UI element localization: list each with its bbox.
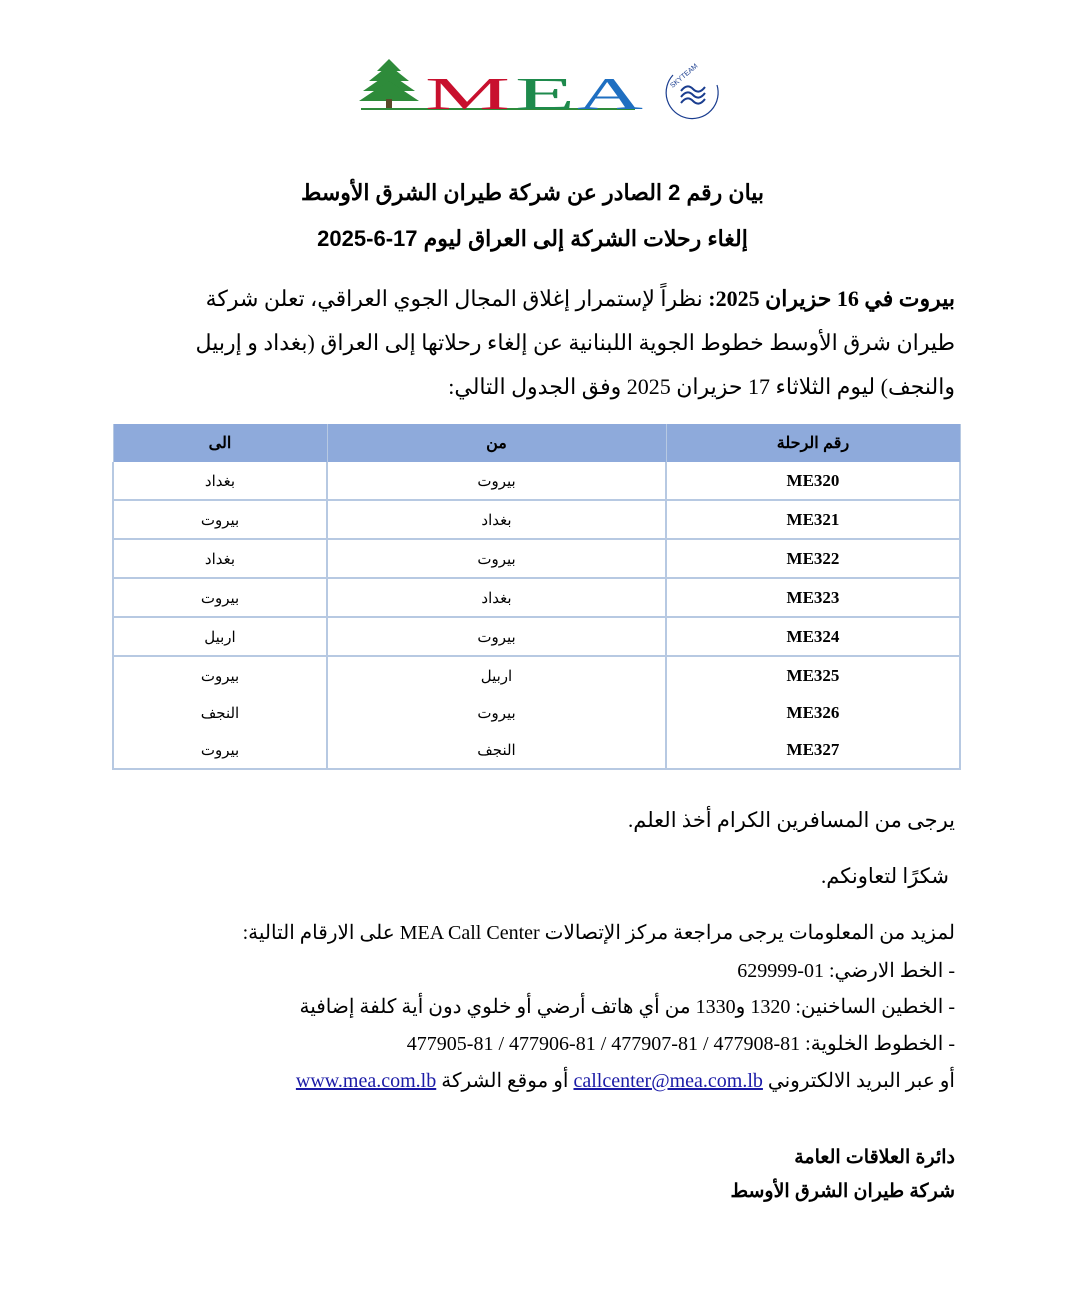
origin: بيروت <box>327 462 666 500</box>
cancelled-flights-table <box>112 424 961 770</box>
destination: بغداد <box>113 462 327 500</box>
logo-letter-m: M <box>425 68 510 119</box>
intro-paragraph <box>150 277 955 409</box>
column-header-to: الى <box>113 424 327 462</box>
destination: بيروت <box>113 500 327 539</box>
flight-number: ME320 <box>666 462 960 500</box>
flight-number: ME322 <box>666 539 960 578</box>
table-row <box>113 731 960 769</box>
column-header-flight: رقم الرحلة <box>666 424 960 462</box>
destination: بيروت <box>113 656 327 694</box>
thanks-text: شكرًا لتعاونكم. <box>821 864 949 888</box>
table-row <box>113 617 960 656</box>
table-row <box>113 578 960 617</box>
email-link[interactable]: callcenter@mea.com.lb <box>573 1070 763 1092</box>
dateline: بيروت في 16 حزيران 2025: <box>708 286 955 311</box>
table-row <box>113 656 960 694</box>
contact-links <box>296 1068 955 1093</box>
flight-number: ME327 <box>666 731 960 769</box>
email-prefix: أو عبر البريد الالكتروني <box>762 1070 955 1092</box>
origin: بيروت <box>327 539 666 578</box>
origin: بغداد <box>327 500 666 539</box>
destination: بيروت <box>113 578 327 617</box>
table-row <box>113 694 960 731</box>
table-header-row <box>113 424 960 462</box>
origin: النجف <box>327 731 666 769</box>
mea-logo <box>355 55 725 125</box>
signature-department: دائرة العلاقات العامة <box>794 1147 955 1168</box>
flight-number: ME325 <box>666 656 960 694</box>
svg-text:SKYTEAM: SKYTEAM <box>669 62 700 90</box>
logo-letter-e: E <box>515 68 575 119</box>
website-link[interactable]: www.mea.com.lb <box>295 1070 437 1092</box>
hotline-numbers: - الخطين الساخنين: 1320 و1330 من أي هاتف أرضي أو خلوي دون أية كلفة إضافية <box>299 996 955 1018</box>
notice-text: يرجى من المسافرين الكرام أخذ العلم. <box>628 808 955 832</box>
destination: بغداد <box>113 539 327 578</box>
origin: اربيل <box>327 656 666 694</box>
table-row <box>113 539 960 578</box>
more-info-text: لمزيد من المعلومات يرجى مراجعة مركز الإتصالات MEA Call Center على الارقام التالية: <box>242 922 955 944</box>
landline-number: - الخط الارضي: 01-629999 <box>737 960 955 982</box>
flight-number: ME326 <box>666 694 960 731</box>
signature-company: شركة طيران الشرق الأوسط <box>730 1181 955 1202</box>
origin: بغداد <box>327 578 666 617</box>
table-row <box>113 500 960 539</box>
origin: بيروت <box>327 617 666 656</box>
intro-body: نظراً لإستمرار إغلاق المجال الجوي العراقي، تعلن شركة طيران شرق الأوسط خطوط الجوية اللبنانية عن إلغاء رحلاتها إلى العراق (بغداد و إربيل والنجف) ليوم الثلاثاء 17 حزيران 2025 وفق الجدول التالي: <box>195 286 955 399</box>
destination: اربيل <box>113 617 327 656</box>
mea-skyteam-logo <box>355 55 725 125</box>
flight-number: ME321 <box>666 500 960 539</box>
mobile-numbers: - الخطوط الخلوية: 81-477908 / 81-477907 / 81-477906 / 81-477905 <box>406 1033 955 1055</box>
cedar-tree-icon <box>359 59 419 109</box>
skyteam-icon <box>666 63 718 119</box>
flight-number: ME323 <box>666 578 960 617</box>
origin: بيروت <box>327 694 666 731</box>
flight-number: ME324 <box>666 617 960 656</box>
statement-title: بيان رقم 2 الصادر عن شركة طيران الشرق الأوسط <box>300 180 765 205</box>
website-prefix: أو موقع الشركة <box>436 1070 574 1092</box>
destination: النجف <box>113 694 327 731</box>
column-header-from: من <box>327 424 666 462</box>
statement-subtitle: إلغاء رحلات الشركة إلى العراق ليوم 17-6-2025 <box>317 226 748 251</box>
destination: بيروت <box>113 731 327 769</box>
logo-letter-a: A <box>577 68 643 119</box>
table-row <box>113 462 960 500</box>
